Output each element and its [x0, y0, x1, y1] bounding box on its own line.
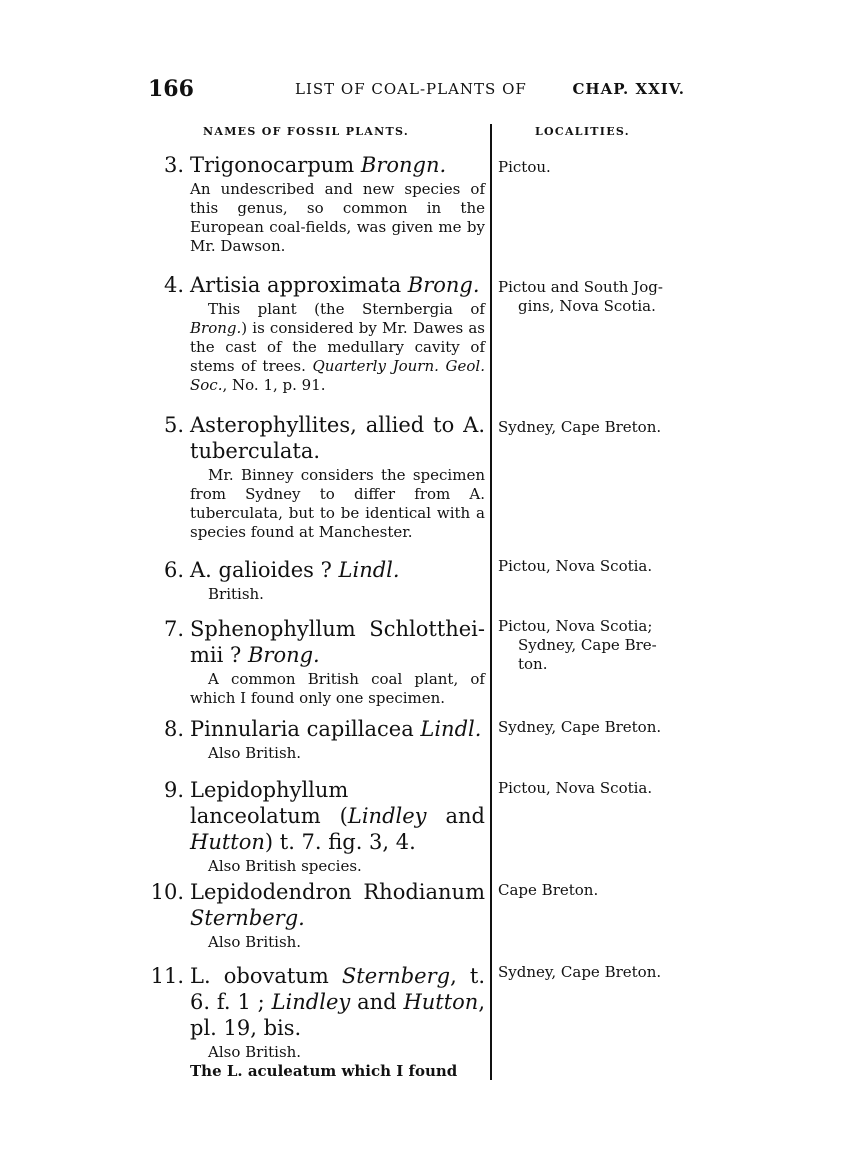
plant-note: Also British. [208, 1043, 302, 1061]
locality-line: Sydney, Cape Breton. [498, 718, 662, 736]
plant-entry [140, 272, 485, 395]
entry-number: 3. [163, 153, 184, 177]
plant-note: Mr. Binney considers the specimen from Sydney to differ from A. tuberculata, but to be identical with a species found at Manchester. [190, 466, 485, 541]
entry-number: 11. [150, 964, 184, 988]
plant-name: Asterophyllites, allied to A. tuberculata. [190, 413, 485, 463]
plant-name: Sphenophyllum Schlotthei- mii ? Brong. [190, 617, 485, 667]
plant-name: Lepidodendron Rhodianum Sternberg. [190, 880, 485, 930]
plant-note: This plant (the Sternbergia of Brong.) is considered by Mr. Dawes as the cast of the medullary cavity of stems of trees. Quarterly Journ. Geol. Soc., No. 1, p. 91. [190, 300, 485, 394]
locality [498, 881, 690, 900]
locality [498, 557, 690, 576]
locality-line: Pictou, Nova Scotia; [498, 617, 653, 635]
running-title: LIST OF COAL-PLANTS OF [295, 80, 527, 98]
locality [498, 418, 690, 437]
locality-line: Sydney, Cape Bre- [518, 636, 657, 654]
entry-number: 5. [163, 413, 184, 437]
page-number: 166 [148, 76, 194, 102]
plant-entry [140, 963, 485, 1081]
localities-column-heading: LOCALITIES. [535, 125, 630, 138]
locality-line: Sydney, Cape Breton. [498, 963, 662, 981]
entry-number: 4. [163, 273, 184, 297]
entry-number: 7. [163, 617, 184, 641]
chapter-label: CHAP. XXIV. [572, 80, 685, 98]
plant-name: Pinnularia capillacea Lindl. [190, 717, 482, 741]
locality [498, 158, 690, 177]
plant-name: A. galioides ? Lindl. [190, 558, 400, 582]
locality [498, 779, 690, 798]
plant-entry [140, 879, 485, 952]
locality [498, 278, 690, 316]
names-column-heading: NAMES OF FOSSIL PLANTS. [203, 125, 409, 138]
plant-note: An undescribed and new species of this genus, so common in the European coal-fields, was given me by Mr. Dawson. [190, 180, 485, 255]
locality-line: ton. [518, 655, 548, 673]
plant-note: Also British. [208, 933, 302, 951]
running-header [145, 76, 685, 106]
locality [498, 617, 690, 674]
locality [498, 718, 690, 737]
plant-note-continued: The L. aculeatum which I found [190, 1062, 458, 1080]
column-divider [490, 124, 492, 1080]
plant-name: Artisia approximata Brong. [190, 273, 480, 297]
entry-number: 6. [163, 558, 184, 582]
plant-entry [140, 557, 485, 604]
locality-line: Pictou. [498, 158, 551, 176]
plant-note: British. [208, 585, 264, 603]
locality-line: Pictou and South Jog- [498, 278, 663, 296]
plant-note: Also British species. [208, 857, 362, 875]
entry-number: 10. [150, 880, 184, 904]
plant-entry [140, 412, 485, 542]
entry-number: 9. [163, 778, 184, 802]
entry-number: 8. [163, 717, 184, 741]
locality-line: gins, Nova Scotia. [518, 297, 656, 315]
plant-entry [140, 616, 485, 708]
locality-line: Pictou, Nova Scotia. [498, 779, 653, 797]
locality-line: Sydney, Cape Breton. [498, 418, 662, 436]
plant-name: Lepidophyllum lanceolatum (Lindley and Hutton) t. 7. fig. 3, 4. [190, 778, 485, 854]
plant-name: Trigonocarpum Brongn. [190, 153, 447, 177]
plant-entry [140, 716, 485, 763]
locality-line: Pictou, Nova Scotia. [498, 557, 653, 575]
locality [498, 963, 690, 982]
plant-name: L. obovatum Sternberg, t. 6. f. 1 ; Lindley and Hutton, pl. 19, bis. [190, 964, 486, 1040]
locality-line: Cape Breton. [498, 881, 599, 899]
plant-entry [140, 777, 485, 876]
plant-note: Also British. [208, 744, 302, 762]
plant-entry [140, 152, 485, 256]
plant-note: A common British coal plant, of which I found only one specimen. [190, 670, 485, 707]
